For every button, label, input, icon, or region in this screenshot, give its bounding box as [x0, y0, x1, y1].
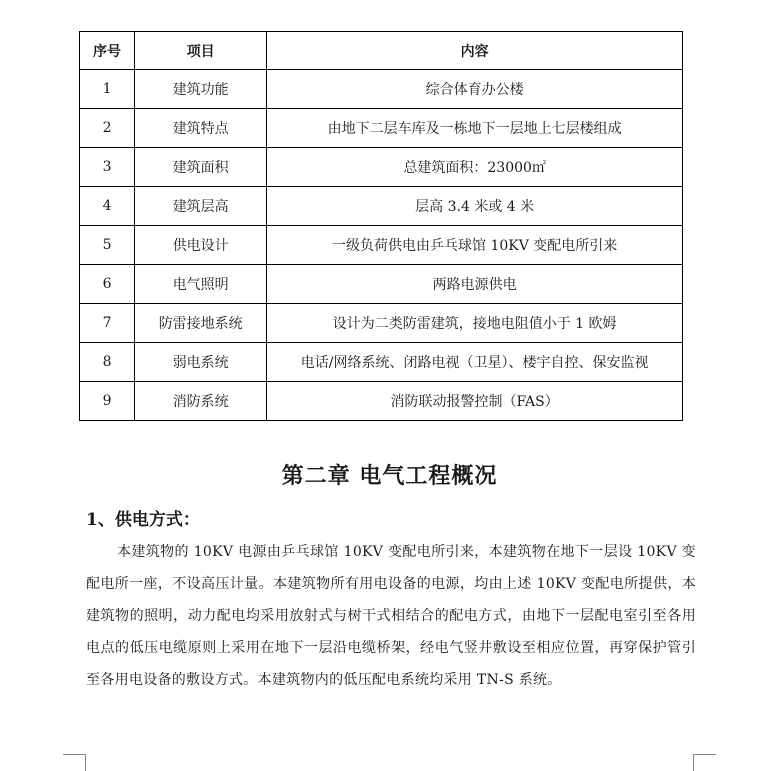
- chapter-title: 第二章 电气工程概况: [281, 464, 498, 489]
- table-row: [80, 343, 683, 382]
- row-item: 建筑面积: [135, 148, 267, 187]
- row-content: 一级负荷供电由乒乓球馆 10KV 变配电所引来: [267, 226, 683, 265]
- row-content: 由地下二层车库及一栋地下一层地上七层楼组成: [267, 109, 683, 148]
- row-item: 电气照明: [135, 265, 267, 304]
- row-number: 1: [80, 70, 135, 109]
- table-header-row: [80, 32, 683, 70]
- row-item: 弱电系统: [135, 343, 267, 382]
- row-content: 电话/网络系统、闭路电视（卫星）、楼宇自控、保安监视: [267, 343, 683, 382]
- row-content: 设计为二类防雷建筑，接地电阻值小于 1 欧姆: [267, 304, 683, 343]
- row-content: 层高 3.4 米或 4 米: [267, 187, 683, 226]
- table-row: [80, 70, 683, 109]
- project-info-table: [79, 31, 683, 421]
- row-content: 总建筑面积：23000㎡: [267, 148, 683, 187]
- table-row: [80, 382, 683, 421]
- table-row: [80, 148, 683, 187]
- row-item: 建筑层高: [135, 187, 267, 226]
- table-row: [80, 265, 683, 304]
- header-cell-item: 项目: [135, 32, 267, 70]
- row-number: 7: [80, 304, 135, 343]
- margin-corner-mark-right: [693, 754, 716, 771]
- body-paragraph: 本建筑物的 10KV 电源由乒乓球馆 10KV 变配电所引来，本建筑物在地下一层设 10KV 变配电所一座，不设高压计量。本建筑物所有用电设备的电源，均由上述 10KV 变配电所提供，本建筑物的照明，动力配电均采用放射式与树干式相结合的配电方式，由地下一层配电室引至各用电点的低压电缆原则上采用在地下一层沿电缆桥架，经电气竖井敷设至相应位置，再穿保护管引至各用电设备的敷设方式。本建筑物内的低压配电系统均采用 TN-S 系统。: [86, 544, 696, 688]
- table-row: [80, 304, 683, 343]
- table-row: [80, 187, 683, 226]
- row-number: 5: [80, 226, 135, 265]
- row-content: 消防联动报警控制（FAS）: [267, 382, 683, 421]
- header-cell-content: 内容: [267, 32, 683, 70]
- header-cell-number: 序号: [80, 32, 135, 70]
- row-number: 2: [80, 109, 135, 148]
- row-content: 两路电源供电: [267, 265, 683, 304]
- table-row: [80, 109, 683, 148]
- margin-corner-mark-left: [63, 754, 86, 771]
- row-number: 9: [80, 382, 135, 421]
- row-content: 综合体育办公楼: [267, 70, 683, 109]
- row-item: 建筑特点: [135, 109, 267, 148]
- table-row: [80, 226, 683, 265]
- row-item: 防雷接地系统: [135, 304, 267, 343]
- row-item: 供电设计: [135, 226, 267, 265]
- row-number: 3: [80, 148, 135, 187]
- section-title: 1、供电方式：: [86, 510, 200, 530]
- row-item: 消防系统: [135, 382, 267, 421]
- row-number: 8: [80, 343, 135, 382]
- row-number: 4: [80, 187, 135, 226]
- row-number: 6: [80, 265, 135, 304]
- row-item: 建筑功能: [135, 70, 267, 109]
